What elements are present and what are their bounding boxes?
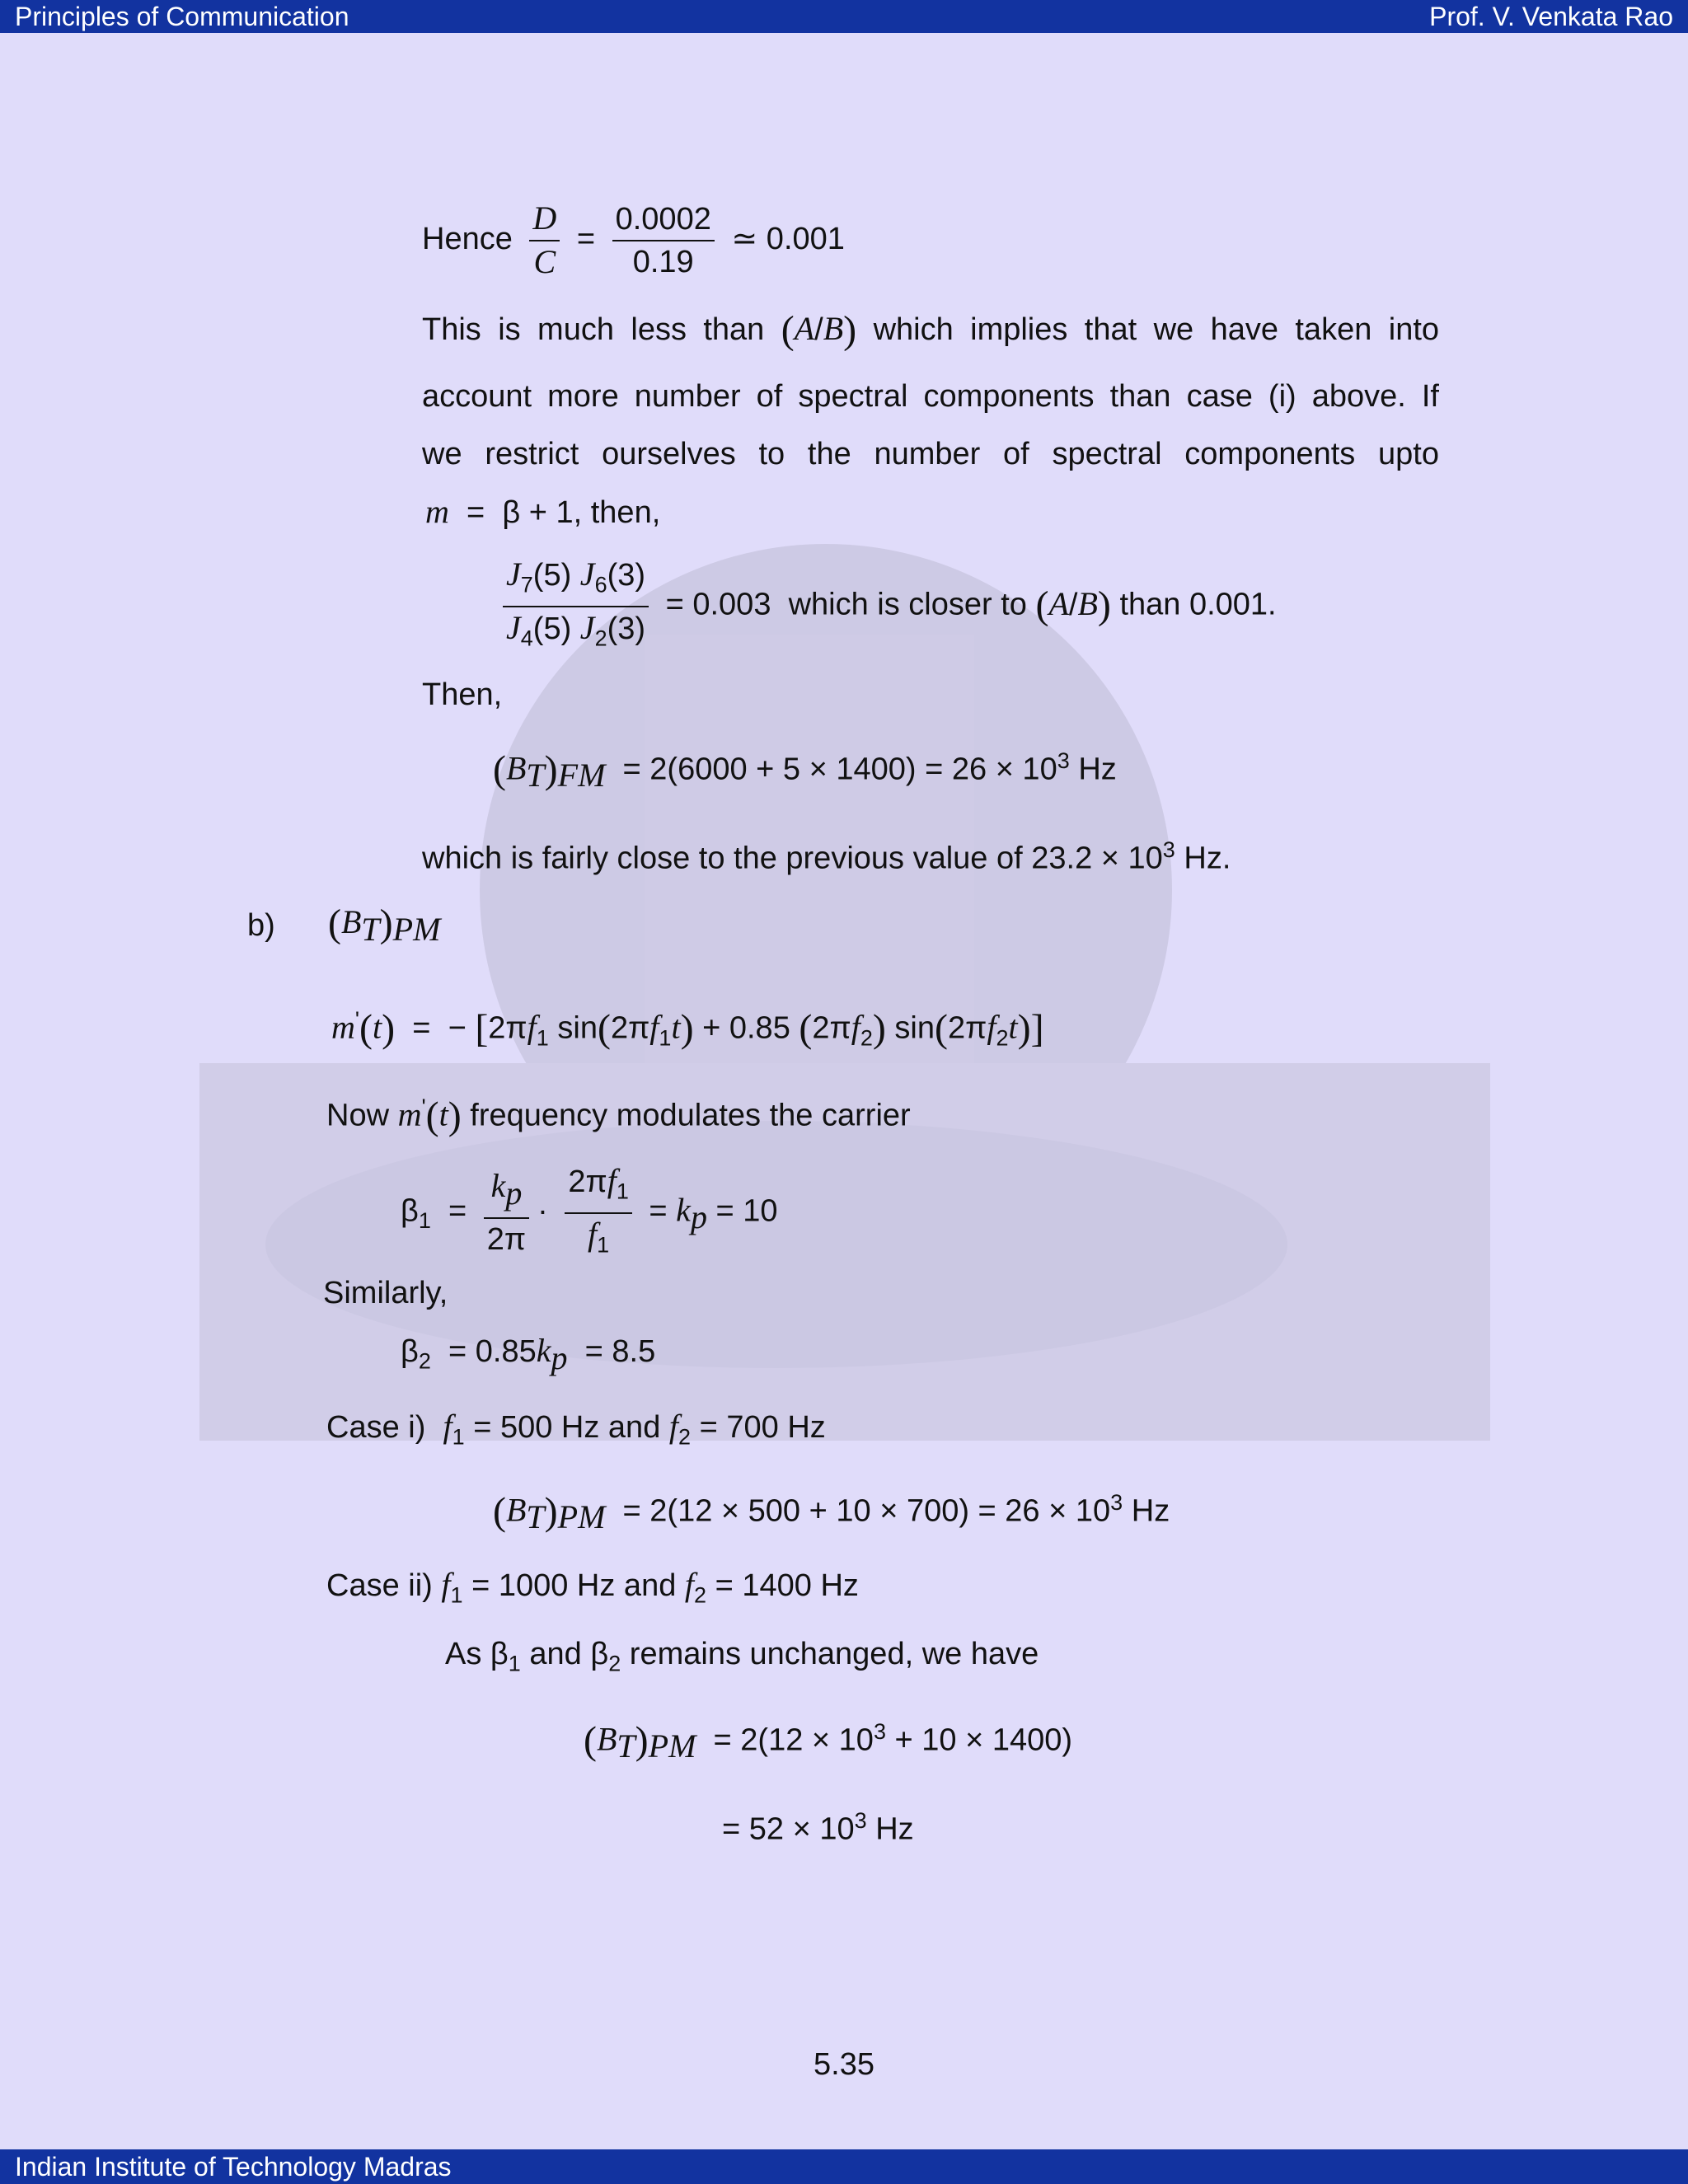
- d-over-c-result: ≃ 0.001: [731, 222, 845, 257]
- case2-bt-equation: $(B_T)_{PM} = 2(12 \times 10^3 + 10 \times 1400)$: [584, 1718, 1073, 1765]
- m-prime-equation: m'(t) = − [$2\pi f_1$ $\sin(2\pi f_1t) + 0.85$ $(2\pi f_2)$ $\sin(2\pi f_2t)$]: [331, 1006, 1044, 1051]
- header-author: Prof. V. Venkata Rao: [1429, 2, 1673, 31]
- footer-institution: Indian Institute of Technology Madras: [15, 2152, 452, 2182]
- case2-line: Case ii) $f_1 = 1000$ Hz and $f_2 = 1400$ Hz: [326, 1566, 859, 1608]
- hence-equation: Hence $\frac{D}{C}$ = $\frac{0.0002}{0.19}$ ≃ 0.001: [422, 198, 845, 284]
- beta1-equation: $\beta_1$ = $\frac{k_p}{2\pi}$ · $\frac{2\pi f_1}{f_1}$ = $k_p = 10$: [401, 1160, 778, 1265]
- case1-bt-equation: $(B_T)_{PM} = 2(12 \times 500 + 10 \times 700) = 26 \times 10^3$ Hz: [493, 1489, 1170, 1536]
- bt-pm-heading: $(B_T)_{PM}$: [328, 902, 441, 948]
- footer-bar: [0, 2149, 1688, 2184]
- kp-over-2pi: $\frac{k_p}{2\pi}$: [484, 1165, 529, 1260]
- 2pif1-over-f1: $\frac{2\pi f_1}{f_1}$: [565, 1160, 632, 1265]
- bessel-ratio-equation: $\frac{J_7(5) J_6(3)}{J_4(5) J_2(3)}$ = 0.003 which is closer to (A/B) than 0.001.: [503, 554, 1277, 658]
- d-over-c-value: $\frac{0.0002}{0.19}$: [612, 199, 715, 283]
- header-title: Principles of Communication: [15, 2, 349, 31]
- bessel-ratio-fraction: $\frac{J_7(5) J_6(3)}{J_4(5) J_2(3)}$: [503, 554, 649, 658]
- case1-line: Case i) $f_1 = 500$ Hz and $f_2 = 700$ Hz: [326, 1408, 826, 1450]
- bt-fm-equation: $(B_T)_{FM} = 2(6000 + 5 \times 1400) = 26 \times 10^3$ Hz: [493, 748, 1117, 794]
- fairly-close-line: which is fairly close to the previous value of $23.2 \times 10^3$ Hz.: [422, 837, 1231, 876]
- paragraph-line-2: account more number of spectral components than case (i) above. If: [422, 379, 1439, 414]
- as-beta-line: As $\beta_1$ and $\beta_2$ remains unchanged, we have: [445, 1637, 1039, 1676]
- paragraph-line-1: This is much less than (A/B) which implies that we have taken into: [422, 308, 1440, 352]
- paragraph-line-3: we restrict ourselves to the number of spectral components upto: [422, 437, 1439, 471]
- header-bar: [0, 0, 1688, 33]
- page-number: 5.35: [814, 2047, 874, 2082]
- now-line: Now m'(t) frequency modulates the carrier: [326, 1094, 911, 1138]
- hence-word: Hence: [422, 222, 513, 257]
- similarly-label: Similarly,: [323, 1276, 448, 1310]
- d-over-c-fraction: $\frac{D}{C}$: [529, 198, 560, 284]
- then-label: Then,: [422, 677, 503, 712]
- paragraph-line-4: m = β + 1, then,: [425, 493, 661, 530]
- case2-final-result: = $52 \times 10^3$ Hz: [722, 1808, 914, 1847]
- beta2-equation: $\beta_2 = 0.85k_p = 8.5$: [401, 1332, 656, 1376]
- part-b-label: b): [247, 908, 275, 943]
